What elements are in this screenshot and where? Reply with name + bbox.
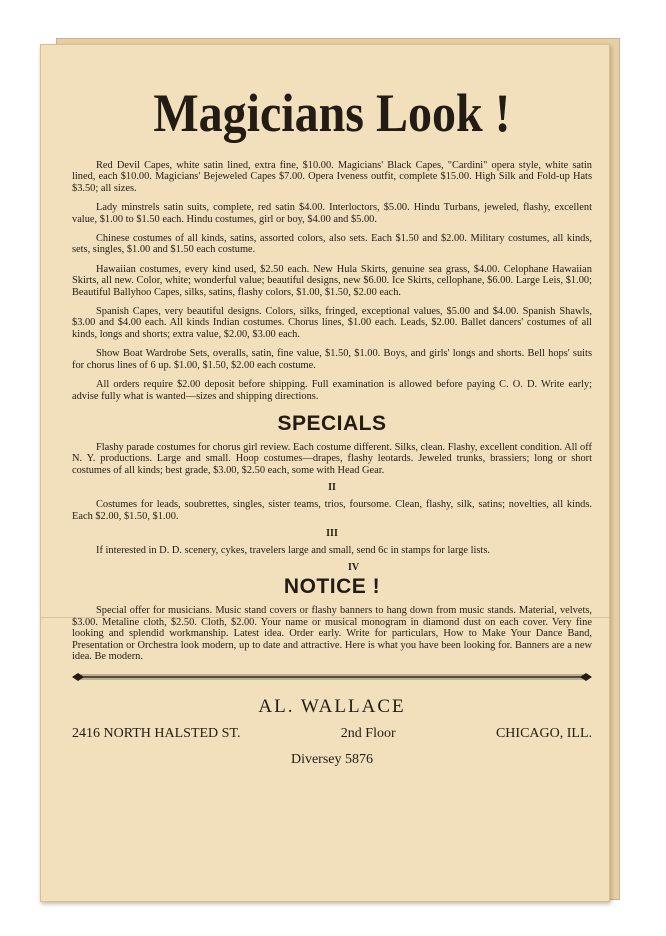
specials-title: SPECIALS <box>277 411 387 435</box>
specials-numeral-3: III <box>326 527 338 539</box>
address-street: 2416 NORTH HALSTED ST. <box>72 726 241 742</box>
paragraph-minstrels: Lady minstrels satin suits, complete, red satin $4.00. Interloctors, $5.00. Hindu Turbans, jeweled, flashy, excellent value, $1.00 to $1.50 each. Hindu costumes, girl or boy, $4.00 and $5.00. <box>72 202 592 225</box>
paragraph-chinese: Chinese costumes of all kinds, satins, assorted colors, also sets. Each $1.50 and $2.00. Military costumes, all kinds, sets, singles, $1.00 and $1.50 each costume. <box>72 233 592 256</box>
specials-item-2: Costumes for leads, soubrettes, singles, sister teams, trios, foursome. Clean, flashy, silk, satins; novelties, all kinds. Each $2.00, $1.50, $1.00. <box>72 499 592 522</box>
address-floor: 2nd Floor <box>340 726 396 742</box>
advertiser-address <box>72 726 592 742</box>
flyer-content <box>72 64 592 768</box>
specials-numeral-2: II <box>328 482 336 494</box>
paragraph-showboat: Show Boat Wardrobe Sets, overalls, satin, fine value, $1.50, $1.00. Boys, and girls' longs and shorts. Bell hops' suits for chorus lines of 6 up. $1.00, $1.50, $2.00 each costume. <box>72 348 592 371</box>
ornamental-divider <box>72 672 592 682</box>
advertiser-phone: Diversey 5876 <box>290 752 374 768</box>
advertiser-name: AL. WALLACE <box>258 696 406 718</box>
specials-item-1: Flashy parade costumes for chorus girl review. Each costume different. Silks, clean. Flashy, excellent condition. All off N. Y. productions. Large and small. Hoop costumes—drapes, flashy leotards. Jeweled trunks, brassiers; long or short costumes of all kinds; best grade, $3.00, $2.50 each, some with Head Gear. <box>72 441 592 476</box>
paragraph-orders: All orders require $2.00 deposit before shipping. Full examination is allowed before paying C. O. D. Write early; advise fully what is wanted—sizes and shipping directions. <box>72 379 592 402</box>
notice-title: NOTICE ! <box>283 575 381 599</box>
address-city: CHICAGO, ILL. <box>495 726 592 742</box>
headline: Magicians Look ! <box>153 83 511 144</box>
notice-text: Special offer for musicians. Music stand covers or flashy banners to hang down from music stands. Material, velvets, $3.00. Metaline cloth, $2.50. Cloth, $2.00. Your name or musical monogram in diamond dust on each cover. Very fine looking and splendid workmanship. Latest idea. Order early. Write for particulars, How to Make Your Dance Band, Presentation or Orchestra look modern, up to date and attractive. Here is what you have been looking for. Banners are a new idea. Be modern. <box>72 605 592 662</box>
specials-item-3: If interested in D. D. scenery, cykes, travelers large and small, send 6c in stamps for large lists. <box>96 544 490 556</box>
paragraph-capes: Red Devil Capes, white satin lined, extra fine, $10.00. Magicians' Black Capes, "Cardini" opera style, white satin lined, each $10.00. Magicians' Bejeweled Capes $7.00. Opera Iveness outfit, complete $15.00. High Silk and Fold-up Hats $3.50; all sizes. <box>72 160 592 194</box>
specials-numeral-4: IV <box>348 562 360 574</box>
paragraph-hawaiian: Hawaiian costumes, every kind used, $2.50 each. New Hula Skirts, genuine sea grass, $4.00. Celophane Hawaiian Skirts, all new. Color, white; wonderful value; beautiful designs, new $6.00. Ice Skirts, cellophane, $6.00. Large Leis, $1.00; Beautiful Ballyhoo Capes, silks, satins, flashy colors, $1.00, $1.50, $2.00 each. <box>72 263 592 298</box>
paragraph-spanish: Spanish Capes, very beautiful designs. Colors, silks, fringed, exceptional values, $5.00 and $4.00. Spanish Shawls, $3.00 and $4.00 each. All kinds Indian costumes. Chorus lines, $1.00 each. Leads, $2.00. Ballet dancers' costumes of all kinds, longs and shorts; extra value, $2.00, $3.00 each. <box>72 306 592 340</box>
